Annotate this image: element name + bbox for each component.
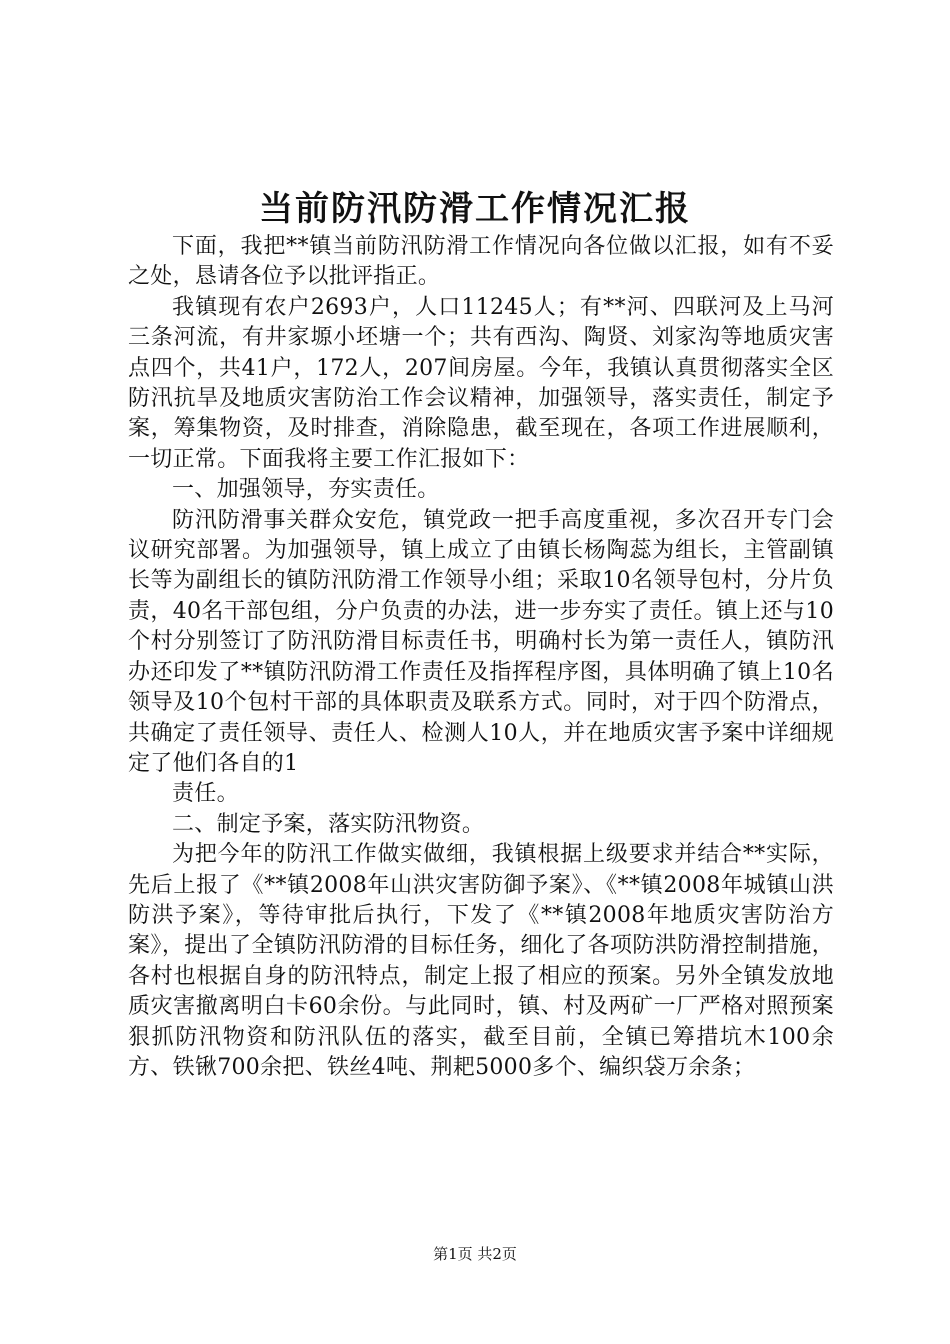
page-number-footer: 第1页 共2页	[433, 1245, 517, 1263]
paragraph-section-1: 防汛防滑事关群众安危，镇党政一把手高度重视，多次召开专门会议研究部署。为加强领导，镇上成立了由镇长杨陶蕊为组长，主管副镇长等为副组长的镇防汛防滑工作领导小组；采取10名领导包村，分片负责，40名干部包组，分户负责的办法，进一步夯实了责任。镇上还与10个村分别签订了防汛防滑目标责任书，明确村长为第一责任人，镇防汛办还印发了**镇防汛防滑工作责任及指挥程序图，具体明确了镇上10名领导及10个包村干部的具体职责及联系方式。同时，对于四个防滑点，共确定了责任领导、责任人、检测人10人，并在地质灾害予案中详细规定了他们各自的1	[128, 507, 834, 776]
document-title: 当前防汛防滑工作情况汇报	[259, 189, 691, 229]
section-heading-1: 一、加强领导，夯实责任。	[172, 477, 440, 503]
paragraph-section-1-tail: 责任。	[172, 781, 239, 807]
paragraph-section-2: 为把今年的防汛工作做实做细，我镇根据上级要求并结合**实际，先后上报了《**镇2008年山洪灾害防御予案》、《**镇2008年城镇山洪防洪予案》，等待审批后执行，下发了《**镇2008年地质灾害防治方案》，提出了全镇防汛防滑的目标任务，细化了各项防洪防滑控制措施，各村也根据自身的防汛特点，制定上报了相应的预案。另外全镇发放地质灾害撤离明白卡60余份。与此同时，镇、村及两矿一厂严格对照预案狠抓防汛物资和防汛队伍的落实，截至目前，全镇已筹措坑木100余方、铁锹700余把、铁丝4吨、荆耙5000多个、编织袋万余条；	[128, 842, 834, 1080]
document-body	[128, 232, 834, 1083]
section-heading-2: 二、制定予案，落实防汛物资。	[172, 811, 485, 837]
paragraph-overview: 我镇现有农户2693户，人口11245人；有**河、四联河及上马河三条河流，有井家塬小坯塘一个；共有西沟、陶贤、刘家沟等地质灾害点四个，共41户，172人，207间房屋。今年，我镇认真贯彻落实全区防汛抗旱及地质灾害防治工作会议精神，加强领导，落实责任，制定予案，筹集物资，及时排查，消除隐患，截至现在，各项工作进展顺利，一切正常。下面我将主要工作汇报如下：	[128, 294, 834, 472]
paragraph-intro: 下面，我把**镇当前防汛防滑工作情况向各位做以汇报，如有不妥之处，恳请各位予以批评指正。	[128, 234, 834, 290]
